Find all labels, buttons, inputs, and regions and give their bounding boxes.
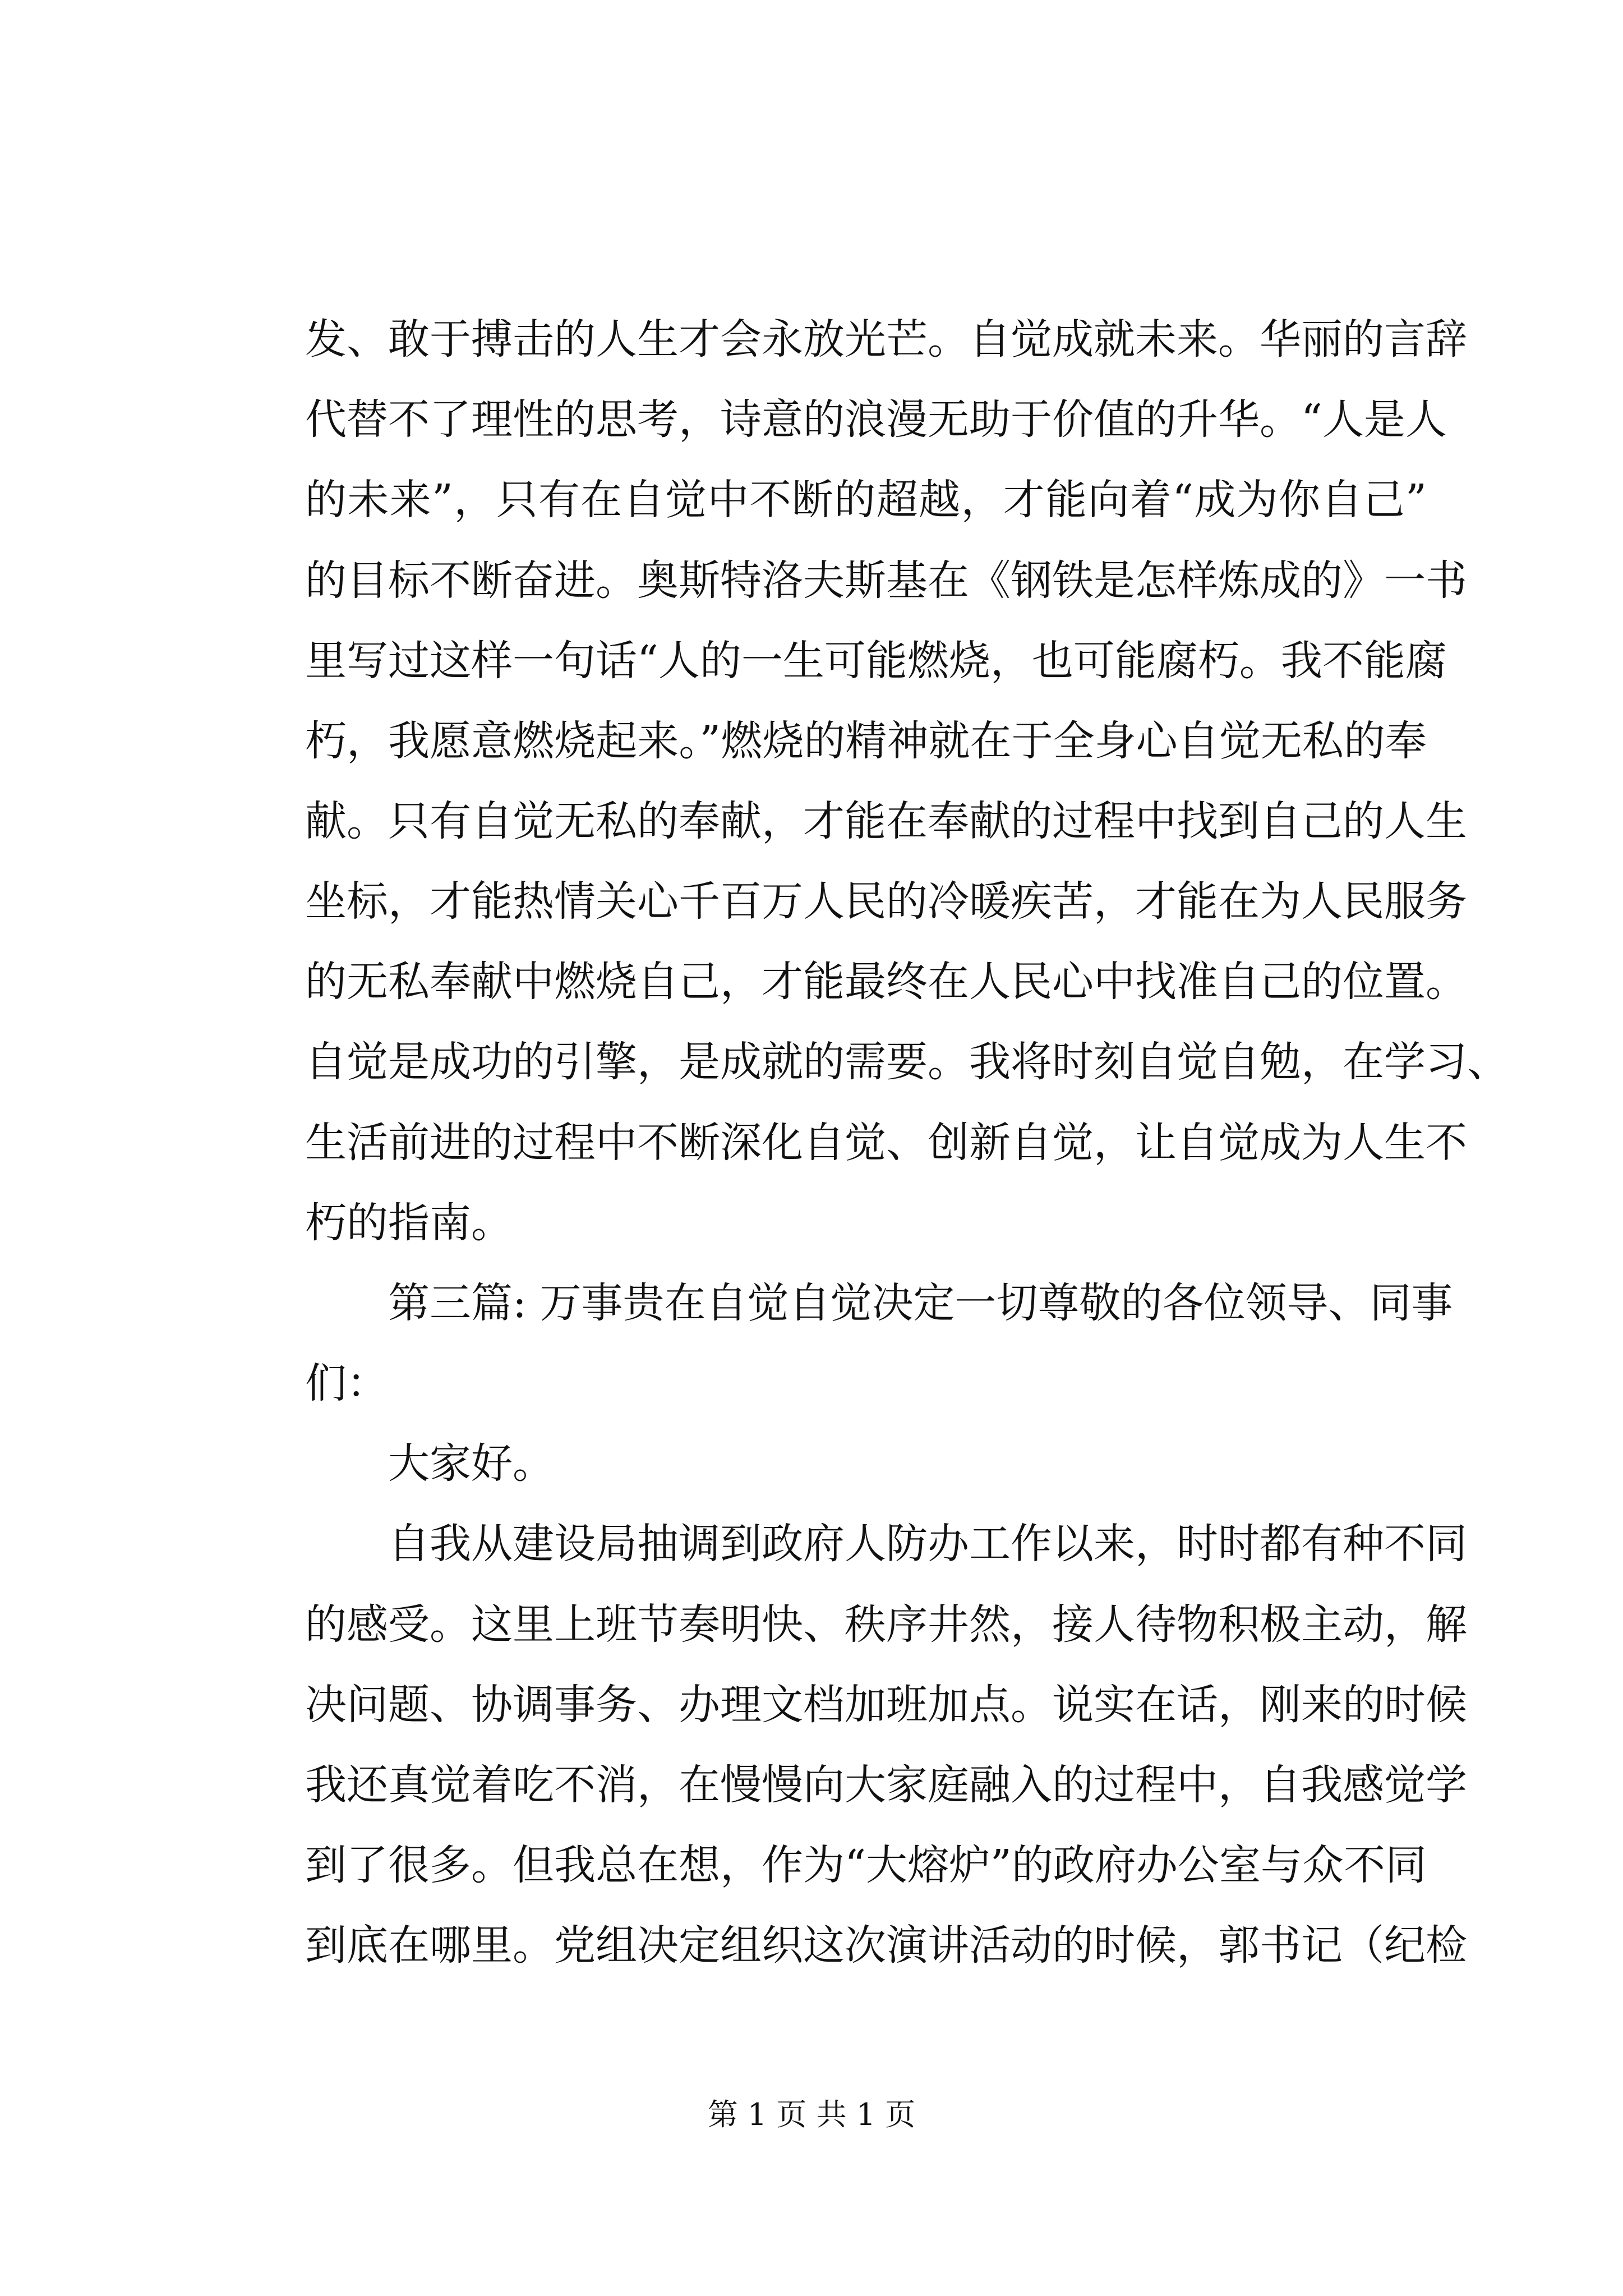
body-line-9: 的无私奉献中燃烧自己，才能最终在人民心中找准自己的位置。 (305, 958, 1467, 1006)
section-heading-line-2: 们： (305, 1359, 388, 1407)
body-line-16: 自我从建设局抽调到政府人防办工作以来，时时都有种不同 (388, 1520, 1467, 1568)
body-line-18: 决问题、协调事务、办理文档加班加点。说实在话，刚来的时候 (305, 1681, 1467, 1729)
body-line-10: 自觉是成功的引擎，是成就的需要。我将时刻自觉自勉，在学习、 (305, 1038, 1509, 1086)
body-line-8: 坐标，才能热情关心千百万人民的冷暖疾苦，才能在为人民服务 (305, 877, 1467, 926)
body-line-11: 生活前进的过程中不断深化自觉、创新自觉，让自觉成为人生不 (305, 1119, 1467, 1167)
body-line-5: 里写过这样一句话“人的一生可能燃烧，也可能腐朽。我不能腐 (305, 637, 1447, 685)
body-line-4: 的目标不断奋进。奥斯特洛夫斯基在《钢铁是怎样炼成的》一书 (305, 556, 1467, 605)
body-line-17: 的感受。这里上班节奏明快、秩序井然，接人待物积极主动，解 (305, 1600, 1467, 1649)
body-line-3: 的未来”，只有在自觉中不断的超越，才能向着“成为你自己” (305, 476, 1427, 524)
page-footer: 第 1 页 共 1 页 (707, 2097, 916, 2132)
body-line-2: 代替不了理性的思考，诗意的浪漫无助于价值的升华。“人是人 (305, 395, 1447, 444)
section-heading-line: 第三篇: 万事贵在自觉自觉决定一切尊敬的各位领导、同事 (388, 1279, 1453, 1327)
body-line-7: 献。只有自觉无私的奉献，才能在奉献的过程中找到自己的人生 (305, 797, 1467, 845)
body-line-12: 朽的指南。 (305, 1199, 513, 1247)
body-line-1: 发、敢于搏击的人生才会永放光芒。自觉成就未来。华丽的言辞 (305, 315, 1467, 364)
body-line-19: 我还真觉着吃不消，在慢慢向大家庭融入的过程中，自我感觉学 (305, 1761, 1467, 1809)
body-line-21: 到底在哪里。党组决定组织这次演讲活动的时候，郭书记（纪检 (305, 1921, 1467, 1970)
greeting-line: 大家好。 (388, 1439, 554, 1488)
body-line-6: 朽，我愿意燃烧起来。”燃烧的精神就在于全身心自觉无私的奉 (305, 717, 1427, 765)
body-line-20: 到了很多。但我总在想，作为“大熔炉”的政府办公室与众不同 (305, 1841, 1427, 1889)
